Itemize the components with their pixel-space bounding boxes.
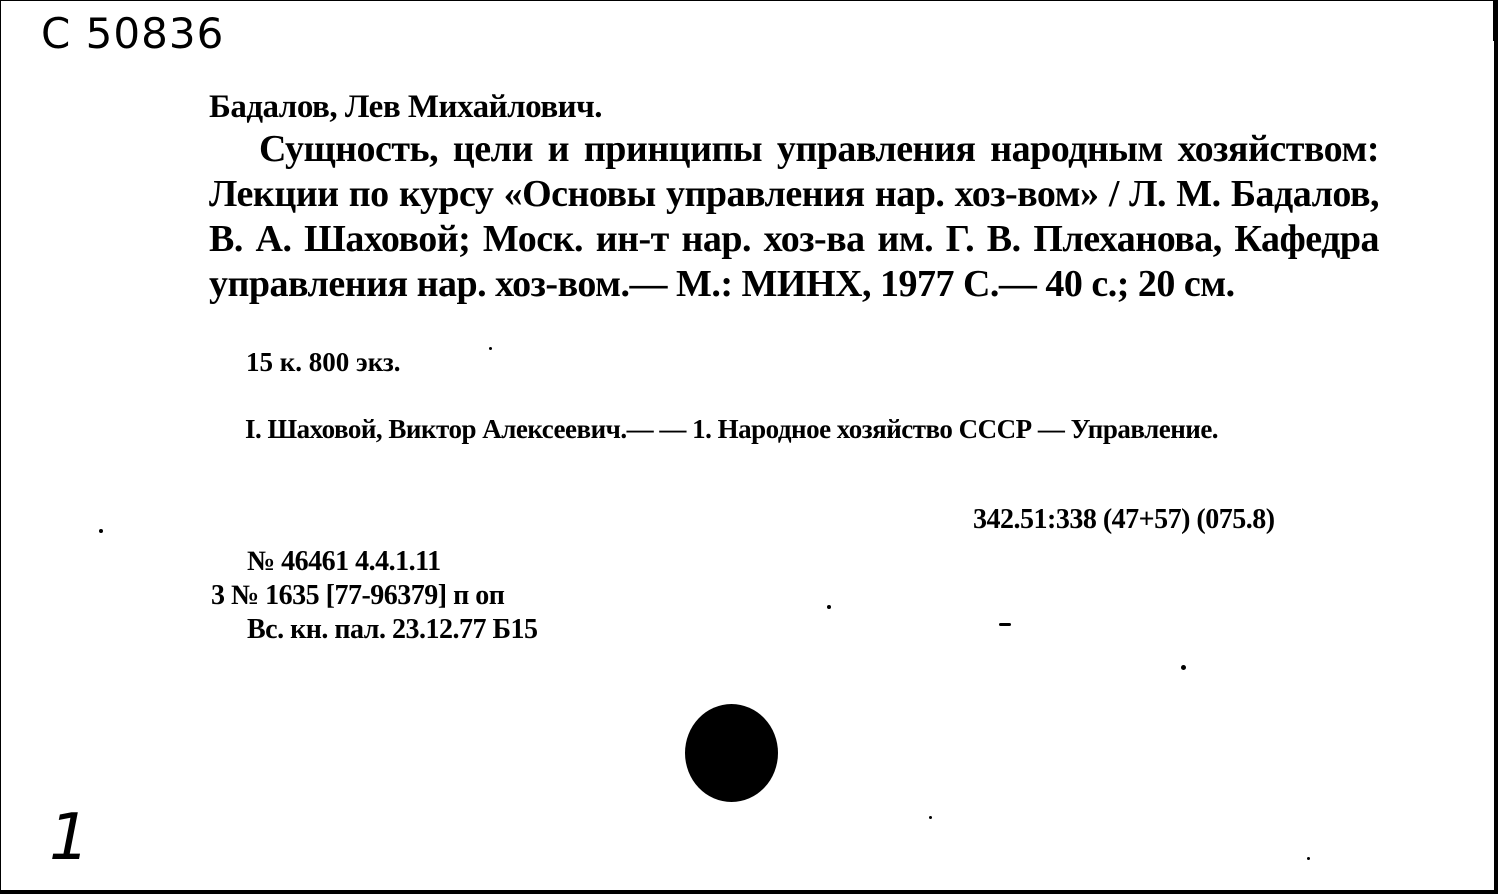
- udc-classification: 342.51:338 (47+57) (075.8): [973, 504, 1275, 535]
- speck: [99, 529, 103, 533]
- author-heading: Бадалов, Лев Михайлович.: [209, 89, 603, 125]
- tracings: I. Шаховой, Виктор Алексеевич.— — 1. Народное хозяйство СССР — Управление.: [245, 414, 1219, 444]
- speck: [999, 623, 1011, 626]
- imprint-line-3: Вс. кн. пал. 23.12.77 Б15: [247, 614, 538, 645]
- card-edge-mark-top: [1493, 1, 1498, 41]
- speck: [827, 605, 831, 609]
- bibliographic-description: Сущность, цели и принципы управления народным хозяйством: Лекции по курсу «Основы управления нар. хоз-вом» / Л. М. Бадалов, В. А. Шаховой; Моск. ин-т нар. хоз-ва им. Г. В. Плеханова, Кафедра управления нар. хоз-вом.— М.: МИНХ, 1977 С.— 40 с.; 20 см.: [209, 128, 1379, 305]
- speck: [1181, 665, 1186, 670]
- price-and-print-run: 15 к. 800 экз.: [246, 347, 401, 377]
- speck: [929, 816, 932, 819]
- speck: [489, 347, 492, 350]
- handwritten-card-number: 1: [49, 801, 90, 875]
- shelfmark: С 50836: [41, 9, 225, 58]
- imprint-line-1: № 46461 4.4.1.11: [247, 546, 441, 577]
- imprint-line-2: 3 № 1635 [77-96379] п оп: [211, 580, 505, 611]
- card-imprint: [211, 545, 537, 647]
- speck: [1307, 857, 1310, 860]
- punch-hole: [685, 704, 778, 802]
